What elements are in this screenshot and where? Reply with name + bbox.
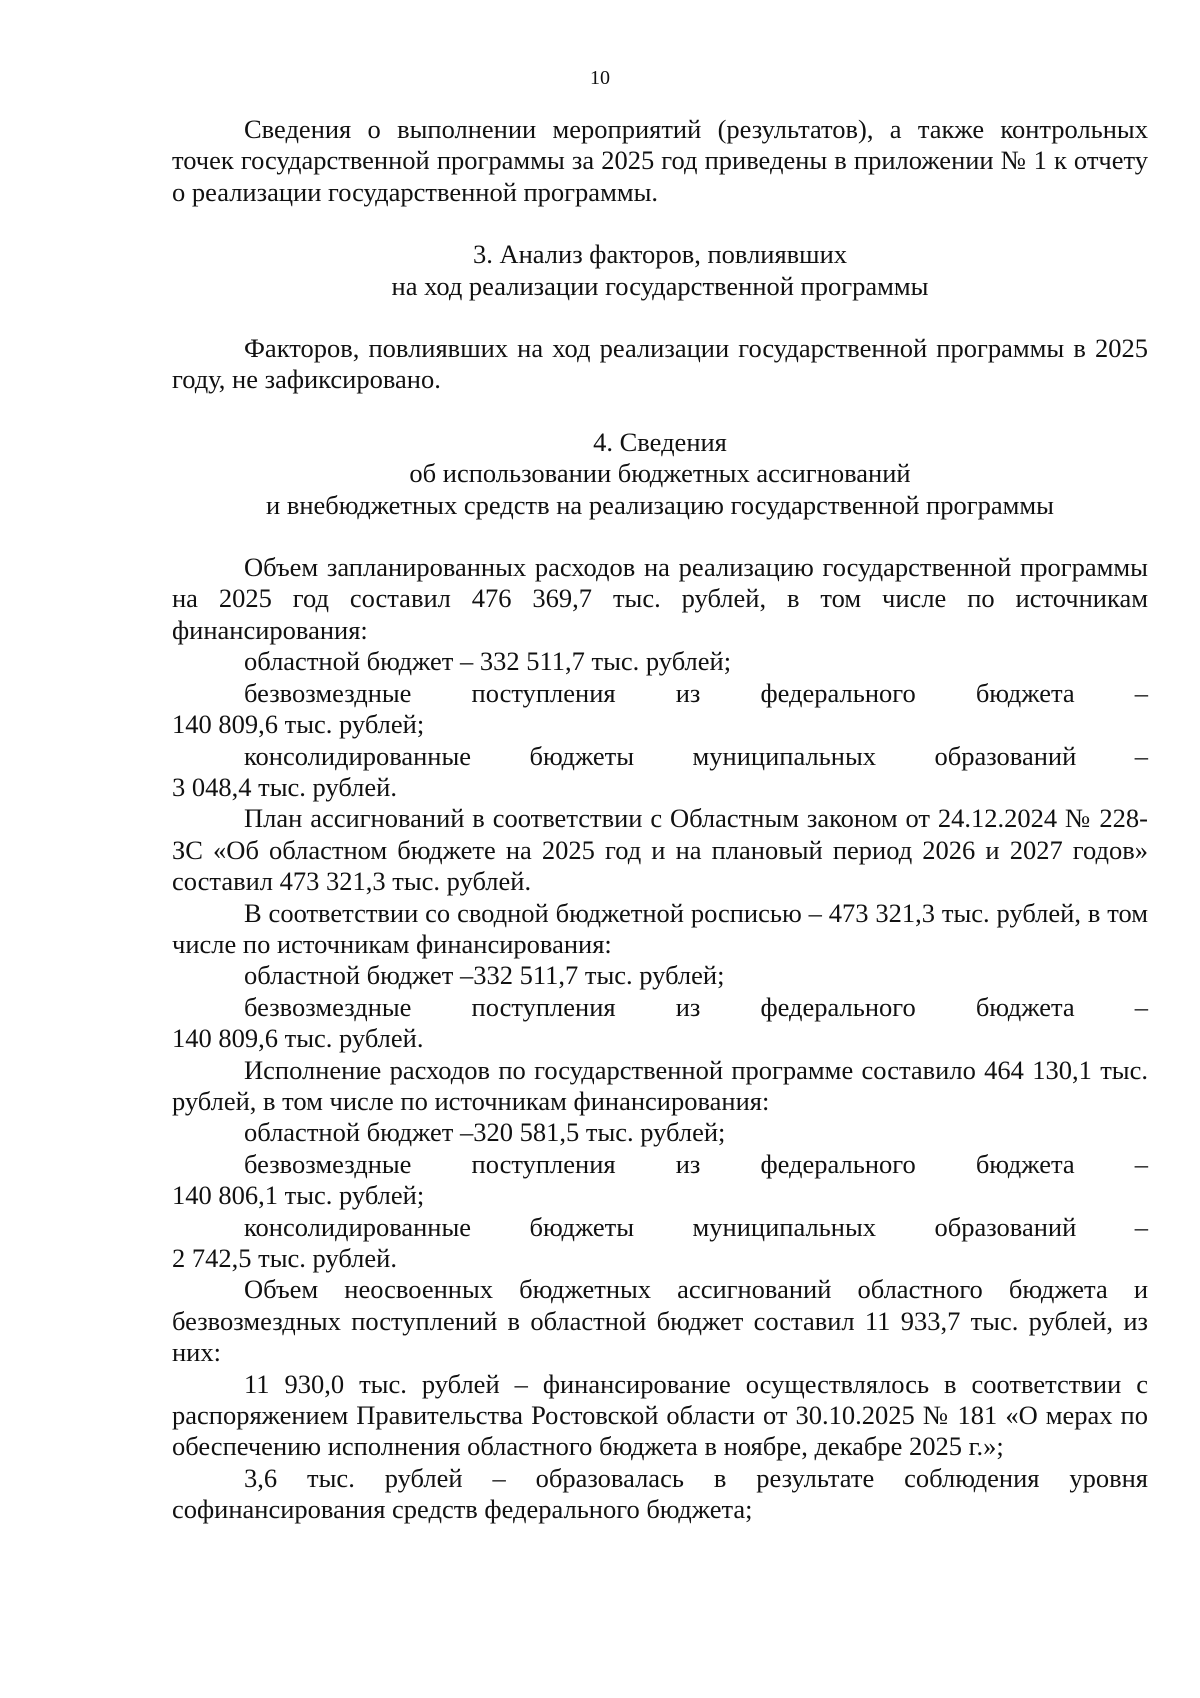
unspent-paragraph: Объем неосвоенных бюджетных ассигнований областного бюджета и безвозмездных поступлений в областной бюджет составил 11 933,7 тыс. рублей, из них: xyxy=(172,1274,1148,1368)
schedule-federal-amount: 140 809,6 тыс. рублей. xyxy=(172,1023,424,1054)
execution-municipal-line: консолидированные бюджеты муниципальных образований – xyxy=(244,1211,1148,1242)
section-3-heading-line-2: на ход реализации государственной программы xyxy=(391,270,929,301)
planned-federal-line: безвозмездные поступления из федерального бюджета – xyxy=(244,677,1148,708)
execution-federal-amount: 140 806,1 тыс. рублей; xyxy=(172,1180,425,1211)
section-3-paragraph: Факторов, повлиявших на ход реализации государственной программы в 2025 году, не зафиксировано. xyxy=(172,333,1148,395)
section-3-heading-line-1: 3. Анализ факторов, повлиявших xyxy=(472,239,848,270)
schedule-regional-budget: областной бюджет –332 511,7 тыс. рублей; xyxy=(244,960,725,991)
execution-municipal-amount: 2 742,5 тыс. рублей. xyxy=(172,1243,397,1273)
page-number: 10 xyxy=(590,67,610,89)
execution-paragraph: Исполнение расходов по государственной программе составило 464 130,1 тыс. рублей, в том числе по источникам финансирования: xyxy=(172,1054,1148,1116)
section-4-heading-line-2: об использовании бюджетных ассигнований xyxy=(409,458,911,489)
schedule-federal-line: безвозмездные поступления из федерального бюджета – xyxy=(244,991,1148,1022)
section-4-heading-line-1: 4. Сведения xyxy=(593,426,727,457)
intro-paragraph: Сведения о выполнении мероприятий (результатов), а также контрольных точек государственной программы за 2025 год приведены в приложении № 1 к отчету о реализации государственной программы. xyxy=(172,114,1148,207)
unspent-item-1: 11 930,0 тыс. рублей – финансирование осуществлялось в соответствии с распоряжением Правительства Ростовской области от 30.10.2025 № 181 «О мерах по обеспечению исполнения областного бюджета в ноябре, декабре 2025 г.»; xyxy=(172,1368,1148,1462)
planned-federal-amount: 140 809,6 тыс. рублей; xyxy=(172,709,425,740)
planned-municipal-line: консолидированные бюджеты муниципальных образований – xyxy=(244,740,1148,771)
planned-regional-budget: областной бюджет – 332 511,7 тыс. рублей; xyxy=(244,646,732,677)
planned-expenses-paragraph: Объем запланированных расходов на реализацию государственной программы на 2025 год составил 476 369,7 тыс. рублей, в том числе по источникам финансирования: xyxy=(172,552,1148,645)
document-body xyxy=(172,114,1148,1526)
execution-regional-budget: областной бюджет –320 581,5 тыс. рублей; xyxy=(244,1117,726,1148)
execution-federal-line: безвозмездные поступления из федерального бюджета – xyxy=(244,1148,1148,1179)
unspent-item-2: 3,6 тыс. рублей – образовалась в результате соблюдения уровня софинансирования средств федерального бюджета; xyxy=(172,1462,1148,1525)
law-plan-paragraph: План ассигнований в соответствии с Областным законом от 24.12.2024 № 228-ЗС «Об областном бюджете на 2025 год и на плановый период 2026 и 2027 годов» составил 473 321,3 тыс. рублей. xyxy=(172,803,1148,897)
planned-municipal-amount: 3 048,4 тыс. рублей. xyxy=(172,771,397,802)
budget-schedule-paragraph: В соответствии со сводной бюджетной росписью – 473 321,3 тыс. рублей, в том числе по источникам финансирования: xyxy=(172,897,1148,959)
section-4-heading-line-3: и внебюджетных средств на реализацию государственной программы xyxy=(266,489,1054,520)
